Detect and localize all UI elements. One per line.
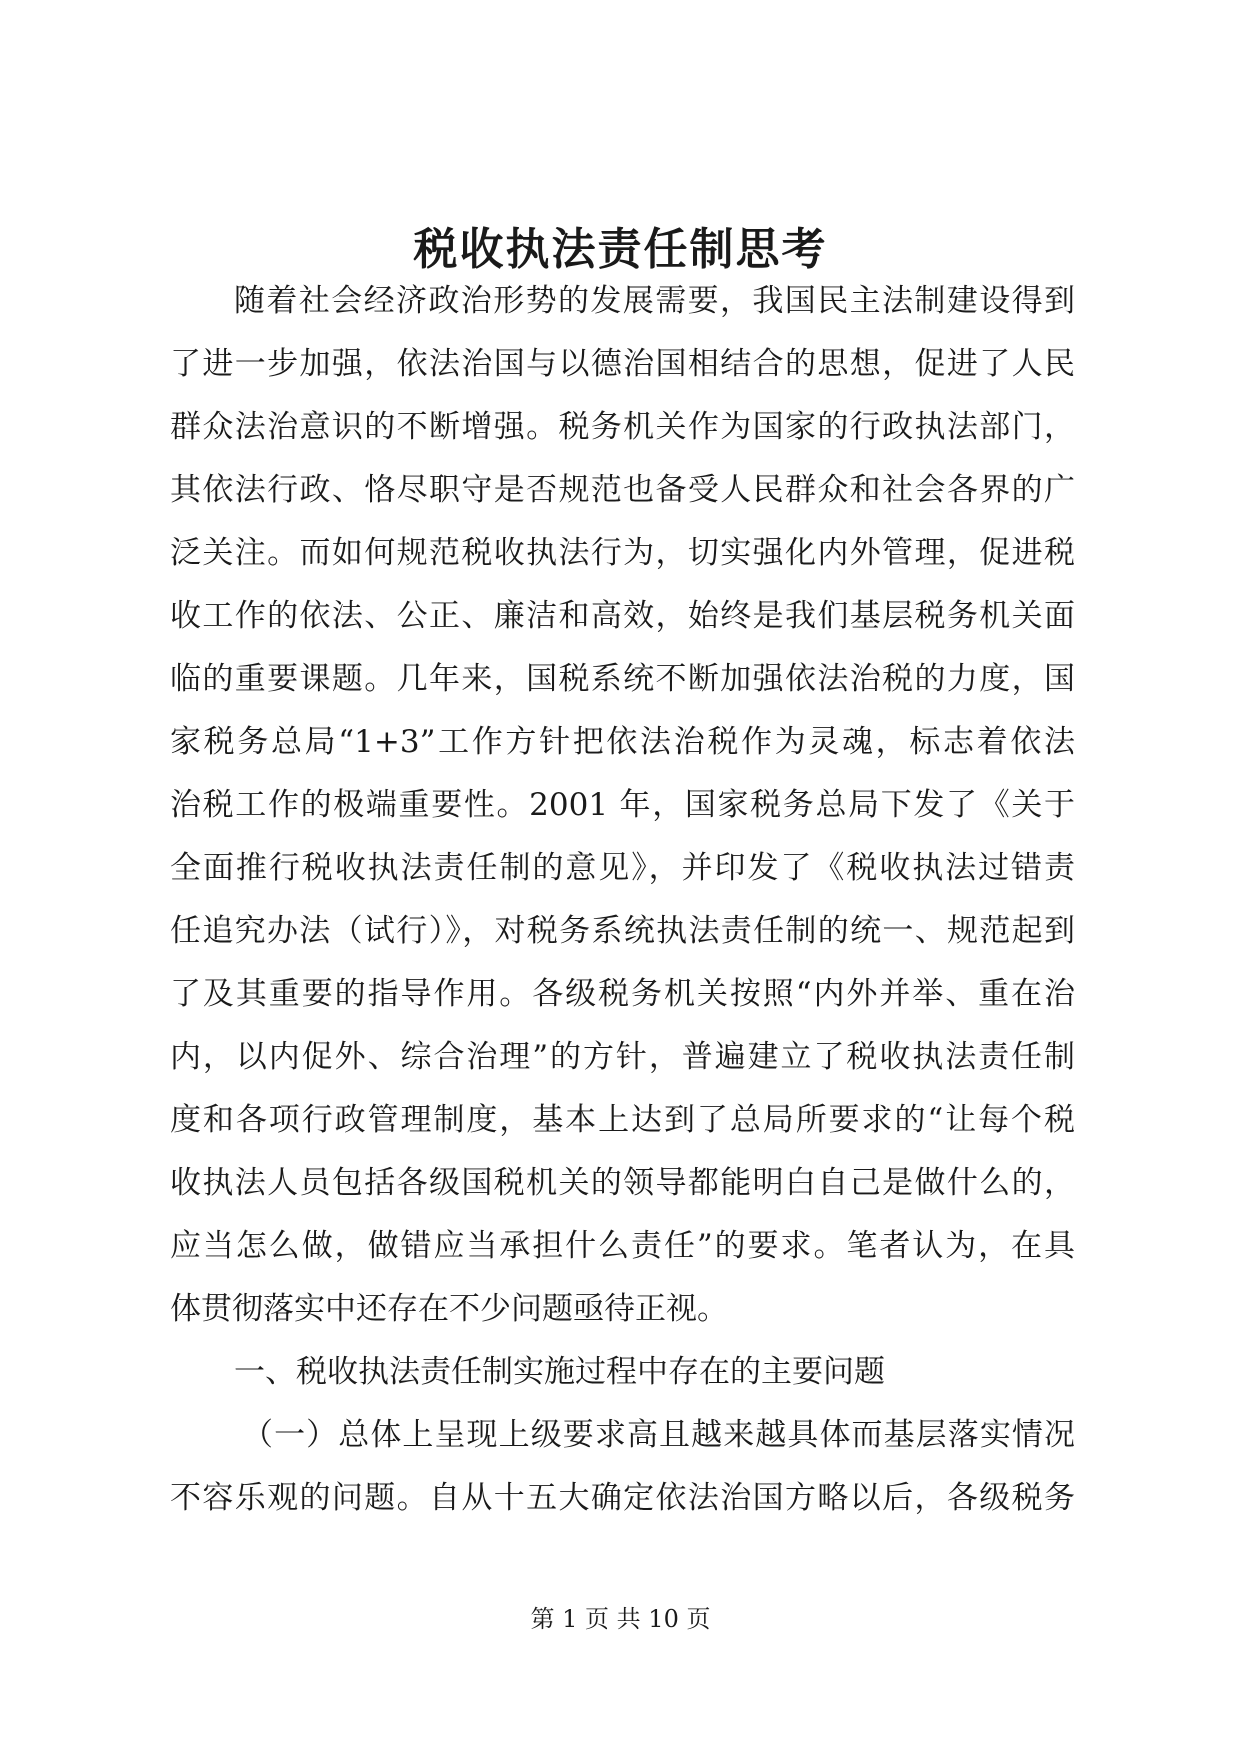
paragraph-line: （一）总体上呈现上级要求高且越来越具体而基层落实情况 bbox=[242, 1417, 1075, 1453]
paragraph-line: 了及其重要的指导作用。各级税务机关按照“内外并举、重在治 bbox=[170, 976, 1075, 1012]
paragraph-line: 了进一步加强，依法治国与以德治国相结合的思想，促进了人民 bbox=[170, 346, 1075, 382]
paragraph-line: 随着社会经济政治形势的发展需要，我国民主法制建设得到 bbox=[234, 283, 1075, 319]
paragraph-line: 度和各项行政管理制度，基本上达到了总局所要求的“让每个税 bbox=[170, 1102, 1075, 1138]
paragraph-line: 泛关注。而如何规范税收执法行为，切实强化内外管理，促进税 bbox=[170, 535, 1075, 571]
paragraph-line: 应当怎么做，做错应当承担什么责任”的要求。笔者认为，在具 bbox=[170, 1228, 1075, 1264]
document-body bbox=[170, 270, 1075, 1530]
paragraph-problem-1 bbox=[170, 1404, 1075, 1530]
paragraph-intro bbox=[170, 270, 1075, 1341]
paragraph-line: 收执法人员包括各级国税机关的领导都能明白自己是做什么的， bbox=[170, 1165, 1075, 1201]
section-heading: 一、税收执法责任制实施过程中存在的主要问题 bbox=[234, 1354, 885, 1390]
paragraph-line: 体贯彻落实中还存在不少问题亟待正视。 bbox=[170, 1291, 728, 1327]
paragraph-line: 不容乐观的问题。自从十五大确定依法治国方略以后，各级税务 bbox=[170, 1480, 1075, 1516]
page-number-footer: 第 1 页 共 10 页 bbox=[530, 1605, 711, 1633]
document-title: 税收执法责任制思考 bbox=[413, 224, 828, 275]
paragraph-line: 全面推行税收执法责任制的意见》，并印发了《税收执法过错责 bbox=[170, 850, 1075, 886]
paragraph-line: 任追究办法（试行）》，对税务系统执法责任制的统一、规范起到 bbox=[170, 913, 1075, 949]
paragraph-line: 收工作的依法、公正、廉洁和高效，始终是我们基层税务机关面 bbox=[170, 598, 1075, 634]
paragraph-line: 群众法治意识的不断增强。税务机关作为国家的行政执法部门， bbox=[170, 409, 1075, 445]
paragraph-line: 其依法行政、恪尽职守是否规范也备受人民群众和社会各界的广 bbox=[170, 472, 1075, 508]
paragraph-line: 家税务总局“1+3”工作方针把依法治税作为灵魂，标志着依法 bbox=[170, 724, 1075, 760]
paragraph-line: 治税工作的极端重要性。2001 年，国家税务总局下发了《关于 bbox=[170, 787, 1075, 823]
paragraph-line: 临的重要课题。几年来，国税系统不断加强依法治税的力度，国 bbox=[170, 661, 1075, 697]
paragraph-line: 内，以内促外、综合治理”的方针，普遍建立了税收执法责任制 bbox=[170, 1039, 1075, 1075]
